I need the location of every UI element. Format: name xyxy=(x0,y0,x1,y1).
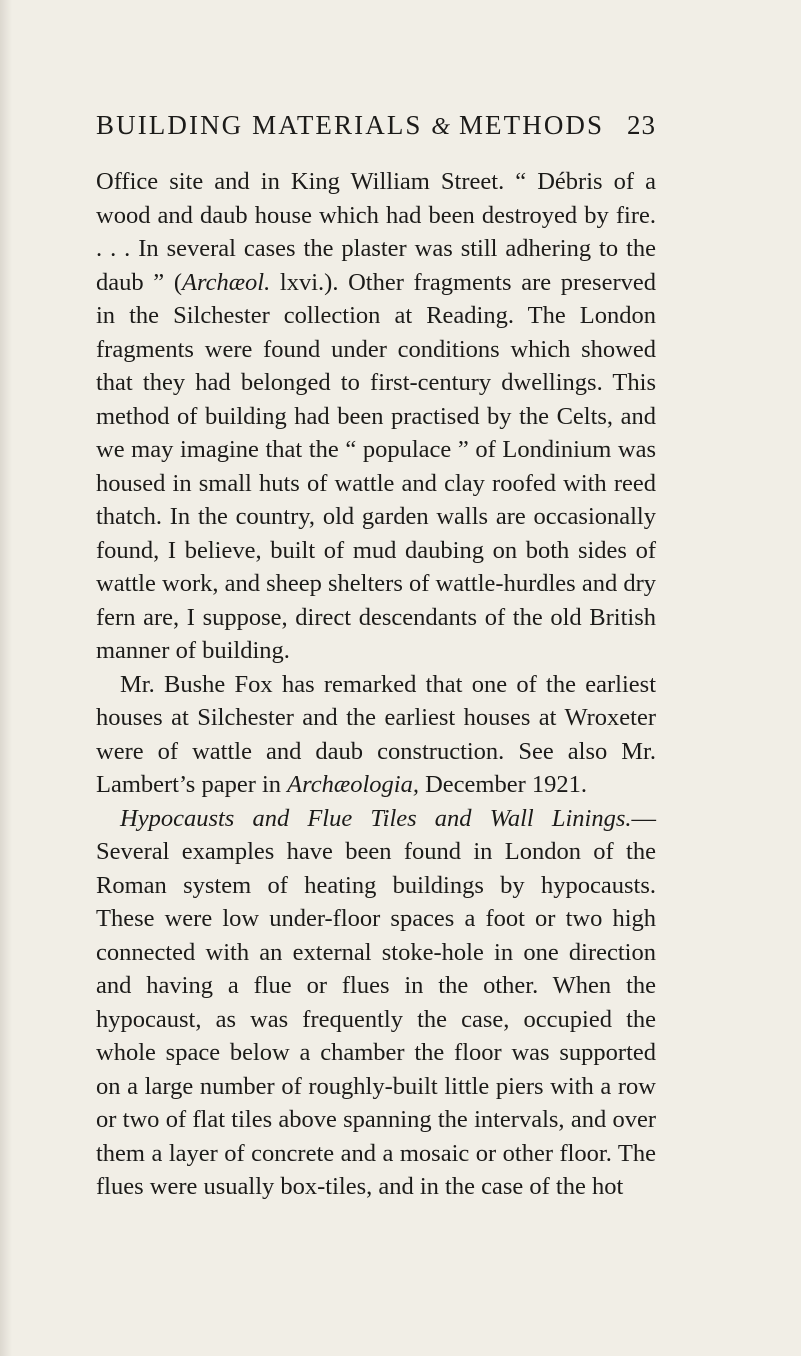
text-segment: lxvi.). Other fragments are preserved in the Silchester collection at Reading. The London fragments were found under conditions which showed that they had belonged to first-century dwellings. This method of building had been practised by the Celts, and we may imagine that the “ populace ” of Londinium was housed in small huts of wattle and clay roofed with reed thatch. In the country, old garden walls are occasionally found, I believe, built of mud daubing on both sides of wattle work, and sheep shelters of wattle-hurdles and dry fern are, I suppose, direct descendants of the old British manner of building. xyxy=(96,268,656,664)
running-head-title-part1: BUILDING MATERIALS xyxy=(96,110,423,140)
paragraph-1 xyxy=(96,165,656,668)
italic-segment: Archæol. xyxy=(182,268,271,296)
section-heading-italic: Hypocausts and Flue Tiles and Wall Linings. xyxy=(120,804,632,832)
page-gutter-shadow xyxy=(0,0,12,1356)
text-segment: December 1921. xyxy=(418,771,587,798)
paragraph-2 xyxy=(96,668,656,802)
running-head-ampersand: & xyxy=(431,114,451,140)
text-segment: Office site and in King William Street. “ Débris of a wood and daub house which had been destroyed by fire. . . . In several cases the plaster was still adhering to the daub ” ( xyxy=(96,168,656,296)
paragraph-3 xyxy=(96,802,656,1204)
page-number: 23 xyxy=(627,110,656,140)
running-head xyxy=(96,110,656,141)
body-text xyxy=(96,165,656,1204)
italic-segment: Archæologia, xyxy=(287,771,419,798)
running-head-title-part2: METHODS xyxy=(458,110,605,140)
text-segment: — Several examples have been found in London of the Roman system of heating buildings by hypocausts. These were low under-floor spaces a foot or two high connected with an external stoke-hole in one direction and having a flue or flues in the other. When the hypocaust, as was frequently the case, occupied the whole space below a chamber the floor was supported on a large number of roughly-built little piers with a row or two of flat tiles above spanning the intervals, and over them a layer of concrete and a mosaic or other floor. The flues were usually box-tiles, and in the case of the hot xyxy=(96,804,656,1200)
text-segment: Mr. Bushe Fox has remarked that one of the earliest houses at Silchester and the earliest houses at Wroxeter were of wattle and daub construction. See also Mr. Lambert’s paper in xyxy=(96,670,656,798)
